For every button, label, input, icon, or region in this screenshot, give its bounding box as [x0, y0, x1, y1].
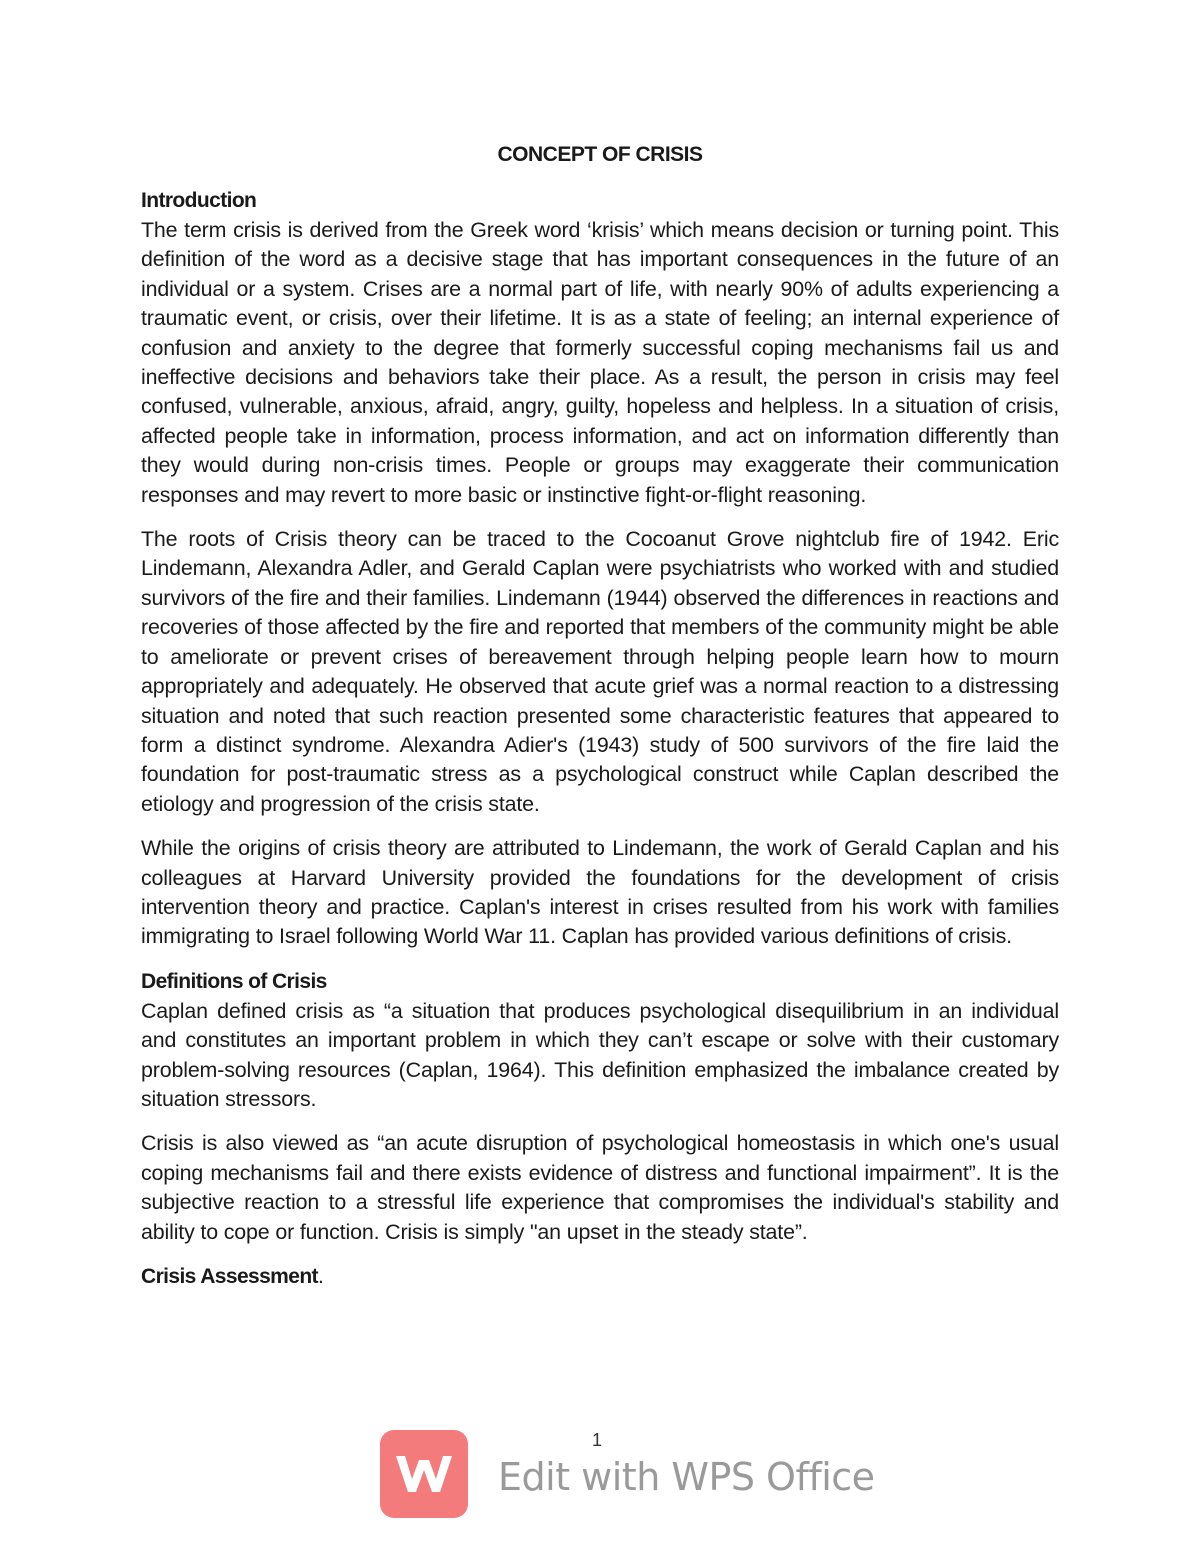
heading-introduction: Introduction: [141, 189, 257, 212]
definitions-paragraph-2: Crisis is also viewed as “an acute disruption of psychological homeostasis in which one's usual coping mechanisms fail and there exists evidence of distress and functional impairment”. It is the subjective reaction to a stressful life experience that compromises the individual's stability and ability to cope or function. Crisis is simply "an upset in the steady state”.: [141, 1131, 1059, 1244]
heading-crisis-assessment-text: Crisis Assessment: [141, 1265, 318, 1288]
intro-paragraph-3: While the origins of crisis theory are attributed to Lindemann, the work of Gerald Caplan and his colleagues at Harvard University provided the foundations for the development of crisis intervention theory and practice. Caplan's interest in crises resulted from his work with families immigrating to Israel following World War 11. Caplan has provided various definitions of crisis.: [141, 836, 1059, 949]
wps-watermark[interactable]: [380, 1428, 875, 1520]
wps-watermark-text: Edit with WPS Office: [498, 1455, 875, 1499]
heading-crisis-assessment: [141, 1262, 1059, 1292]
page-number: 1: [592, 1430, 603, 1450]
heading-crisis-assessment-suffix: .: [317, 1265, 324, 1288]
heading-definitions: Definitions of Crisis: [141, 969, 327, 993]
document-title: CONCEPT OF CRISIS: [497, 143, 703, 166]
definitions-paragraph-1: Caplan defined crisis as “a situation that produces psychological disequilibrium in an individual and constitutes an important problem in which they can’t escape or solve with their customary problem-solving resources (Caplan, 1964). This definition emphasized the imbalance created by situation stressors.: [141, 998, 1059, 1111]
wps-w-glyph-icon: [392, 1446, 456, 1502]
wps-logo-icon: [380, 1430, 468, 1518]
document-content: [141, 140, 1059, 1292]
intro-paragraph-1: The term crisis is derived from the Greek word ‘krisis’ which means decision or turning point. This definition of the word as a decisive stage that has important consequences in the future of an individual or a system. Crises are a normal part of life, with nearly 90% of adults experiencing a traumatic event, or crisis, over their lifetime. It is as a state of feeling; an internal experience of confusion and anxiety to the degree that formerly successful coping mechanisms fail us and ineffective decisions and behaviors take their place. As a result, the person in crisis may feel confused, vulnerable, anxious, afraid, angry, guilty, hopeless and helpless. In a situation of crisis, affected people take in information, process information, and act on information differently than they would during non-crisis times. People or groups may exaggerate their communication responses and may revert to more basic or instinctive fight-or-flight reasoning.: [141, 218, 1059, 507]
intro-paragraph-2: The roots of Crisis theory can be traced to the Cocoanut Grove nightclub fire of 1942. Eric Lindemann, Alexandra Adler, and Gerald Caplan were psychiatrists who worked with and studied survivors of the fire and their families. Lindemann (1944) observed the differences in reactions and recoveries of those affected by the fire and reported that members of the community might be able to ameliorate or prevent crises of bereavement through helping people learn how to mourn appropriately and adequately. He observed that acute grief was a normal reaction to a distressing situation and noted that such reaction presented some characteristic features that appeared to form a distinct syndrome. Alexandra Adier's (1943) study of 500 survivors of the fire laid the foundation for post-traumatic stress as a psychological construct while Caplan described the etiology and progression of the crisis state.: [141, 527, 1059, 816]
